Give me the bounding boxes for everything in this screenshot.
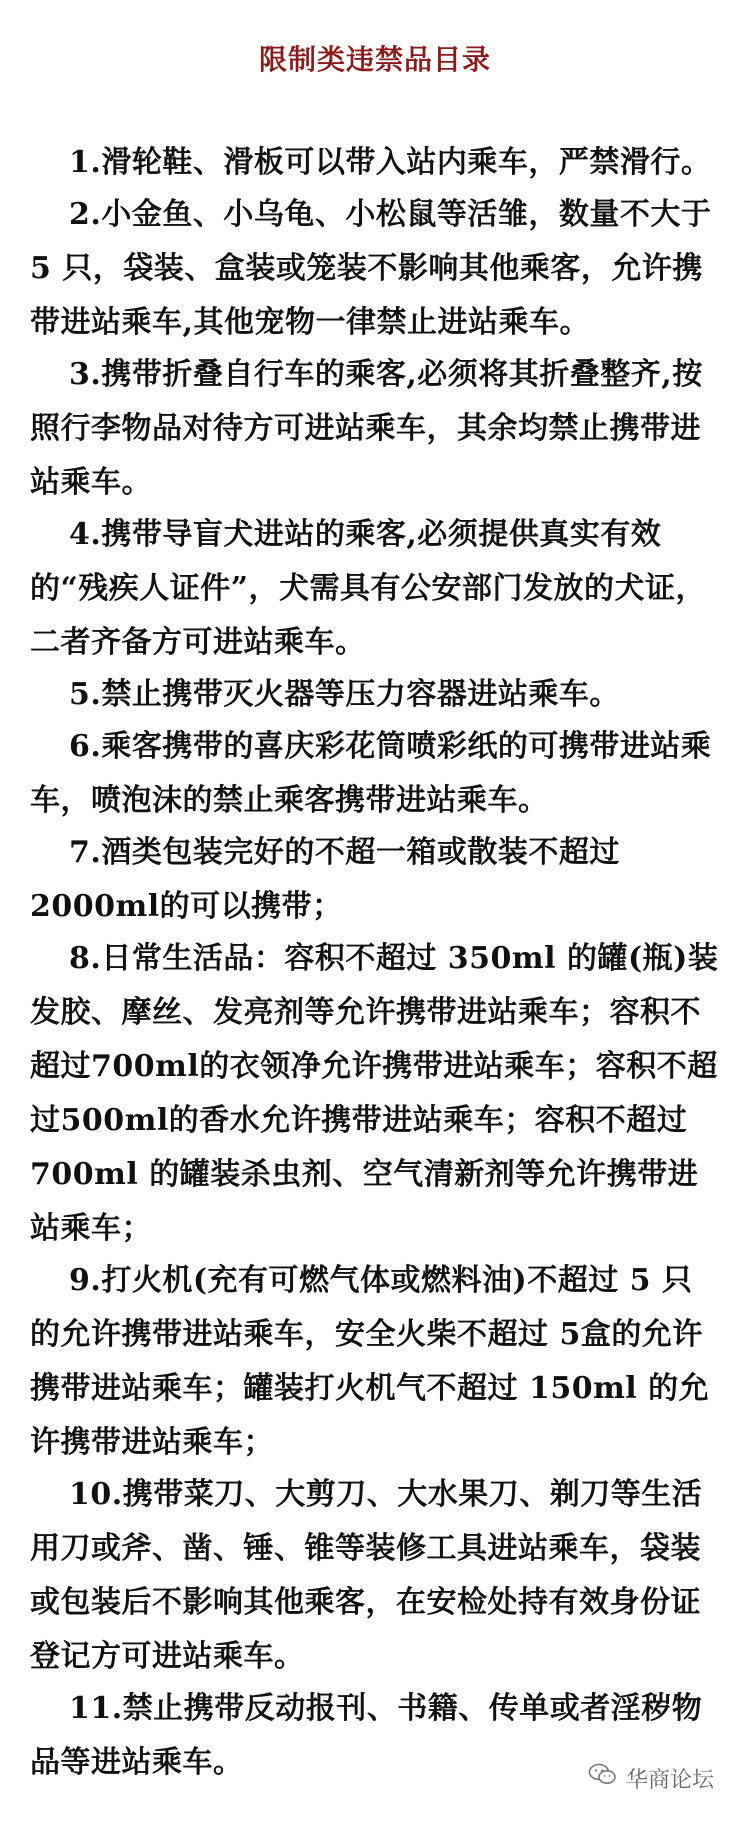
list-item-7: 7.酒类包装完好的不超一箱或散装不超过 2000ml的可以携带；: [30, 835, 620, 924]
watermark-text: 华商论坛: [625, 1767, 714, 1793]
watermark: [588, 1762, 714, 1794]
list-item-9: 9.打火机(充有可燃气体或燃料油)不超过 5 只的允许携带进站乘车，安全火柴不超过 5盒的允许携带进站乘车；罐装打火机气不超过 150ml 的允许携带进站乘车；: [30, 1263, 710, 1460]
list-item-11: 11.禁止携带反动报刊、书籍、传单或者淫秽物品等进站乘车。: [30, 1691, 703, 1780]
list-item-6: 6.乘客携带的喜庆彩花筒喷彩纸的可携带进站乘车，喷泡沫的禁止乘客携带进站乘车。: [30, 729, 712, 818]
list-item-4: 4.携带导盲犬进站的乘客,必须提供真实有效的“残疾人证件”，犬需具有公安部门发放的犬证，二者齐备方可进站乘车。: [30, 517, 707, 660]
page-title: 限制类违禁品目录: [258, 43, 491, 76]
wechat-icon: [588, 1762, 618, 1794]
list-item-5: 5.禁止携带灭火器等压力容器进站乘车。: [69, 677, 620, 712]
list-item-10: 10.携带菜刀、大剪刀、大水果刀、剃刀等生活用刀或斧、凿、锤、锥等装修工具进站乘车，袋装或包装后不影响其他乘客，在安检处持有效身份证登记方可进站乘车。: [30, 1477, 703, 1674]
list-item-2: 2.小金鱼、小乌龟、小松鼠等活雏，数量不大于 5 只，袋装、盒装或笼装不影响其他乘客，允许携带进站乘车,其他宠物一律禁止进站乘车。: [30, 197, 712, 340]
list-item-3: 3.携带折叠自行车的乘客,必须将其折叠整齐,按照行李物品对待方可进站乘车，其余均禁止携带进站乘车。: [30, 357, 703, 500]
item-list: [30, 136, 720, 1788]
list-item-8: 8.日常生活品：容积不超过 350ml 的罐(瓶)装发胶、摩丝、发亮剂等允许携带进站乘车；容积不超过700ml的衣领净允许携带进站乘车；容积不超过500ml的香水允许携带进站乘车；容积不超过 700ml 的罐装杀虫剂、空气清新剂等允许携带进站乘车；: [30, 941, 719, 1246]
list-item-1: 1.滑轮鞋、滑板可以带入站内乘车，严禁滑行。: [69, 145, 712, 180]
